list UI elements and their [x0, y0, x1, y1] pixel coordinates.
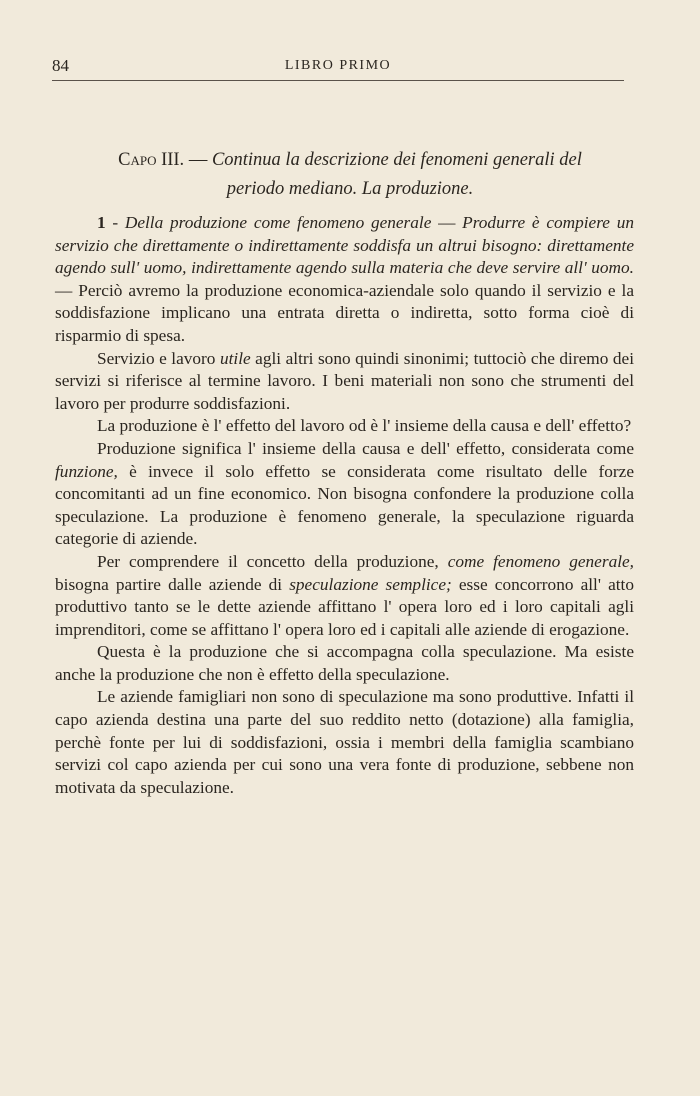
section-dash: — — [431, 213, 463, 232]
body-text — [55, 212, 634, 799]
paragraph-text: Produzione significa l' insieme della causa e dell' effetto, considerata come — [97, 438, 634, 458]
paragraph-3: La produzione è l' effetto del lavoro od è l' insieme della causa e dell' effetto? — [97, 416, 632, 436]
section-heading: Della produzione come fenomeno generale — [124, 213, 432, 232]
paragraph-text: è invece il solo effetto se considerata come risultato delle forze concomitanti ad un fine economico. Non bisogna confondere la produzione colla speculazione. La produzione è fenomeno generale, la speculazione riguarda categorie di aziende. — [55, 461, 634, 549]
emphasis-text: come fenomeno generale, — [447, 551, 634, 571]
paragraph-text: esse concorrono all' atto produttivo tanto se le dette aziende affittano l' opera loro ed i loro capitali agli imprenditori, come se affittano l' opera loro ed i capitali alle aziende di erogazione. — [55, 574, 634, 639]
page-number: 84 — [52, 56, 69, 75]
chapter-dash: — — [184, 150, 212, 170]
paragraph-7: Le aziende famigliari non sono di speculazione ma sono produttive. Infatti il capo azienda destina una parte del suo reddito netto (dotazione) alla famiglia, perchè fonte per lui di soddisfazioni, ossia i membri della famiglia scambiano servizi col capo azienda per cui sono una vera fonte di produzione, sebbene non motivata da speculazione. — [55, 687, 634, 797]
paragraph-6: Questa è la produzione che si accompagna colla speculazione. Ma esiste anche la produzione che non è effetto della speculazione. — [55, 642, 634, 684]
paragraph-4 — [55, 438, 634, 551]
section-number: 1 — [97, 213, 106, 232]
emphasis-text: utile — [219, 348, 251, 368]
definition-text: Produrre è compiere un servizio che direttamente o indirettamente soddisfa un altrui bisogno: direttamente agendo sull' uomo, indirettamente agendo sulla materia che deve servire all' uomo. — [55, 213, 634, 278]
chapter-title: Continua la descrizione dei fenomeni generali del periodo mediano. La produzione. — [211, 150, 582, 199]
chapter-heading — [90, 146, 610, 204]
paragraph-5 — [55, 551, 634, 641]
paragraph-text: Servizio e lavoro — [97, 348, 220, 368]
page-header — [52, 54, 624, 81]
paragraph-2 — [55, 348, 634, 416]
chapter-label: Capo III. — [118, 150, 185, 170]
paragraph-text: bisogna partire dalle aziende di — [55, 574, 290, 594]
paragraph-1 — [55, 212, 634, 348]
section-separator: - — [105, 213, 125, 232]
paragraph-text: agli altri sono quindi sinonimi; tuttociò che diremo dei servizi si riferisce al termine lavoro. I beni materiali non sono che strumenti del lavoro per produrre soddisfazioni. — [55, 348, 634, 413]
paragraph-text: Per comprendere il concetto della produzione, — [97, 551, 448, 571]
running-title: LIBRO PRIMO — [284, 58, 392, 73]
emphasis-text: funzione, — [55, 461, 118, 481]
emphasis-text: speculazione semplice; — [289, 574, 452, 594]
paragraph-text: — Perciò avremo la produzione economica-aziendale solo quando il servizio e la soddisfazione implicano una entrata diretta o indiretta, sotto forma cioè di risparmio di spesa. — [55, 280, 634, 345]
